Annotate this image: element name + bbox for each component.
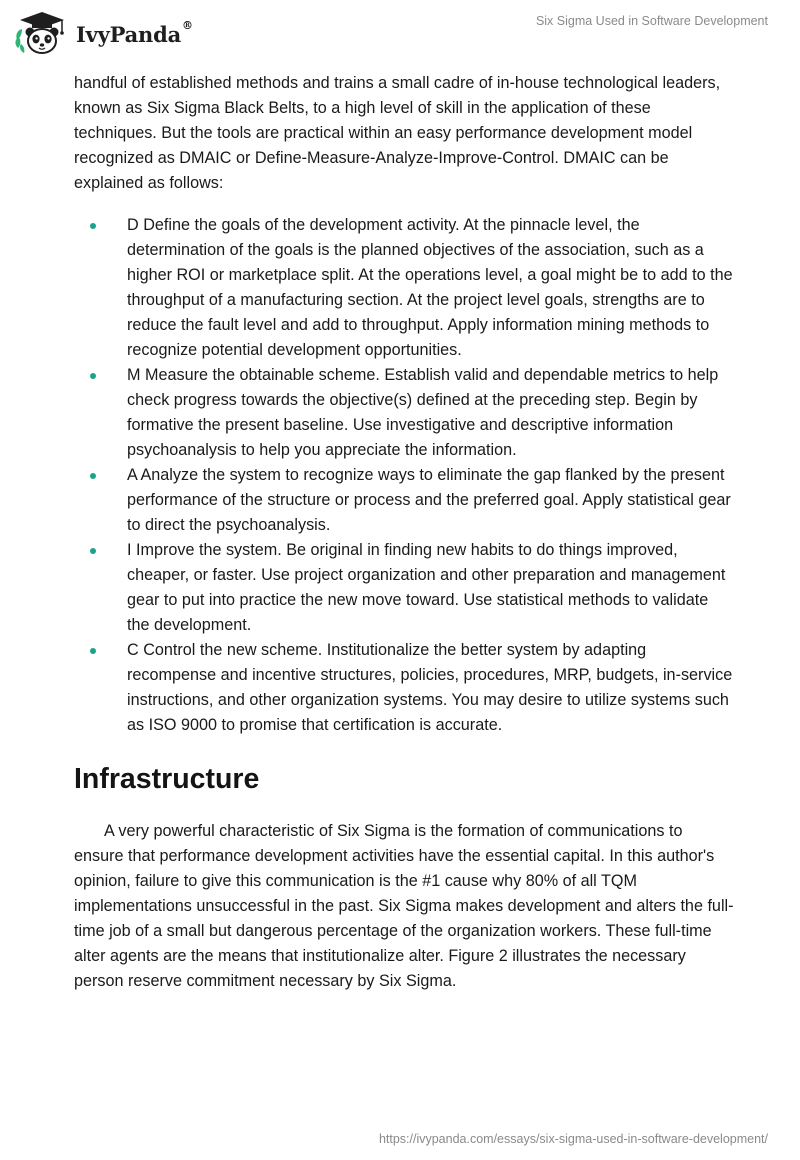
list-item-text: I Improve the system. Be original in finding new habits to do things improved, cheaper, or faster. Use project organization and other preparation and management gear to put into practice the new move toward. Use statistical methods to validate the development. bbox=[127, 541, 726, 634]
footer-url-link[interactable]: https://ivypanda.com/essays/six-sigma-used-in-software-development/ bbox=[378, 1132, 768, 1146]
dmaic-list bbox=[74, 213, 734, 738]
list-item bbox=[74, 638, 734, 738]
bullet-icon bbox=[90, 373, 96, 379]
brand-name: IvyPanda® bbox=[76, 18, 193, 47]
bullet-icon bbox=[90, 223, 96, 229]
article-content bbox=[74, 71, 734, 994]
list-item-text: C Control the new scheme. Institutionalize the better system by adapting recompense and incentive structures, policies, procedures, MRP, budgets, in-service instructions, and other organization systems. You may desire to utilize systems such as ISO 9000 to promise that certification is accurate. bbox=[127, 641, 733, 734]
list-item bbox=[74, 213, 734, 363]
ivypanda-logo[interactable] bbox=[14, 10, 193, 56]
section-heading-infrastructure: Infrastructure bbox=[74, 763, 260, 795]
bullet-icon bbox=[90, 648, 96, 654]
panda-graduate-logo-icon bbox=[14, 10, 72, 56]
registered-mark: ® bbox=[182, 18, 193, 32]
document-title: Six Sigma Used in Software Development bbox=[535, 14, 768, 28]
page-header bbox=[0, 0, 800, 64]
list-item bbox=[74, 463, 734, 538]
list-item bbox=[74, 538, 734, 638]
list-item-text: D Define the goals of the development activity. At the pinnacle level, the determination of the goals is the planned objectives of the association, such as a higher ROI or marketplace split. At the operations level, a goal might be to add to the throughput of a manufacturing section. At the project level goals, strengths are to reduce the fault level and add to throughput. Apply information mining methods to recognize potential development opportunities. bbox=[127, 216, 733, 359]
bullet-icon bbox=[90, 473, 96, 479]
list-item-text: M Measure the obtainable scheme. Establish valid and dependable metrics to help check progress towards the objective(s) defined at the preceding step. Begin by formative the present baseline. Use investigative and descriptive information psychoanalysis to help you appreciate the information. bbox=[127, 366, 719, 459]
bullet-icon bbox=[90, 548, 96, 554]
list-item-text: A Analyze the system to recognize ways to eliminate the gap flanked by the present performance of the structure or process and the preferred goal. Apply statistical gear to direct the psychoanalysis. bbox=[127, 466, 731, 534]
infrastructure-paragraph: A very powerful characteristic of Six Sigma is the formation of communications to ensure that performance development activities have the essential capital. In this author's opinion, failure to give this communication is the #1 cause why 80% of all TQM implementations unsuccessful in the past. Six Sigma makes development and alters the full-time job of a small but dangerous percentage of the organization workers. These full-time alter agents are the means that institutionalize alter. Figure 2 illustrates the necessary person reserve commitment necessary by Six Sigma. bbox=[74, 822, 734, 990]
intro-paragraph: handful of established methods and trains a small cadre of in-house technological leaders, known as Six Sigma Black Belts, to a high level of skill in the application of these techniques. But the tools are practical within an easy performance development model recognized as DMAIC or Define-Measure-Analyze-Improve-Control. DMAIC can be explained as follows: bbox=[74, 74, 721, 192]
list-item bbox=[74, 363, 734, 463]
